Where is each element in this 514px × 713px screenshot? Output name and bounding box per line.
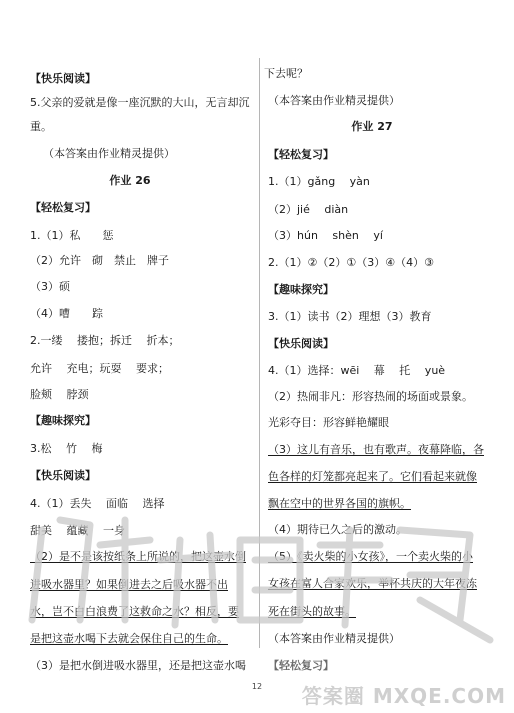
answer-line: 甜美 蕴藏 一身 [30, 524, 125, 537]
answer-line: 允许 充电；玩耍 要求； [30, 362, 169, 375]
answer-line: （3）这儿有音乐，也有歌声。夜幕降临，各 [268, 443, 484, 456]
answer-line: （2）允许 砌 禁止 牌子 [30, 254, 169, 267]
answer-line: （2）热闹非凡：形容热闹的场面或景象。 [268, 390, 473, 403]
answer-line: （4）期待已久之后的激动。 [268, 523, 407, 536]
answer-line: （2）是不是该按纸条上所说的，把这壶水倒 [30, 550, 246, 563]
answer-line: 飘在空中的世界各国的旗帜。 [268, 497, 411, 510]
answer-line: 2.一缕 搂抱；拆迁 折本； [30, 334, 180, 347]
answer-line: 水，岂不白白浪费了这救命之水？相反，要 [30, 605, 239, 618]
answer-line: 脸颊 脖颈 [30, 388, 89, 401]
answer-line: 4.（1）选择：wēi 幕 托 yuè [268, 364, 446, 377]
answer-line: 死在街头的故事。 [268, 605, 356, 618]
answer-line: 进吸水器里？如果倒进去之后吸水器不出 [30, 578, 228, 591]
provider-note: （本答案由作业精灵提供） [43, 147, 175, 160]
answer-line: 1.（1）私 惩 [30, 229, 114, 242]
answer-line: 重。 [30, 120, 52, 133]
answer-line: 3.松 竹 梅 [30, 442, 103, 455]
watermark-text [302, 680, 506, 709]
provider-note: （本答案由作业精灵提供） [268, 632, 400, 645]
answer-line: 1.（1）gǎng yàn [268, 175, 370, 188]
answer-line: （3）硕 [30, 280, 70, 293]
answer-line: （4）嘈 踪 [30, 307, 103, 320]
answer-line: 光彩夺目：形容鲜艳耀眼 [268, 416, 389, 429]
answer-line: 女孩在富人合家欢乐，举杯共庆的大年夜冻 [268, 577, 477, 590]
section-heading: 【轻松复习】 [268, 659, 334, 672]
answer-line: （2）jié diàn [268, 203, 349, 216]
homework-title: 作业 26 [109, 174, 151, 187]
section-heading: 【趣味探究】 [30, 414, 96, 427]
page-number: 12 [251, 682, 263, 691]
section-heading: 【快乐阅读】 [30, 72, 96, 85]
section-heading: 【趣味探究】 [268, 283, 334, 296]
section-heading: 【快乐阅读】 [30, 469, 96, 482]
section-heading: 【轻松复习】 [268, 148, 334, 161]
answer-line: 下去呢？ [264, 67, 308, 80]
answer-line: （3）hún shèn yí [268, 229, 383, 242]
answer-line: 4.（1）丢失 面临 选择 [30, 497, 165, 510]
watermark-line: MXQE.COM [372, 684, 506, 708]
answer-line: 是把这壶水喝下去就会保住自己的生命。 [30, 632, 228, 645]
answer-line: 色各样的灯笼都亮起来了。它们看起来就像 [268, 470, 477, 483]
answer-line: （3）是把水倒进吸水器里，还是把这壶水喝 [30, 659, 246, 672]
answer-line: 5.父亲的爱就是像一座沉默的大山，无言却沉 [30, 96, 250, 109]
watermark-line: 答案圈 [301, 684, 365, 708]
answer-line: 3.（1）读书（2）理想（3）教育 [268, 310, 432, 323]
answer-line: （5）《卖火柴的小女孩》，一个卖火柴的小 [268, 550, 473, 563]
section-heading: 【轻松复习】 [30, 201, 96, 214]
section-heading: 【快乐阅读】 [268, 337, 334, 350]
provider-note: （本答案由作业精灵提供） [268, 94, 400, 107]
answer-line: 2.（1）②（2）①（3）④（4）③ [268, 256, 434, 269]
homework-title: 作业 27 [351, 120, 393, 133]
